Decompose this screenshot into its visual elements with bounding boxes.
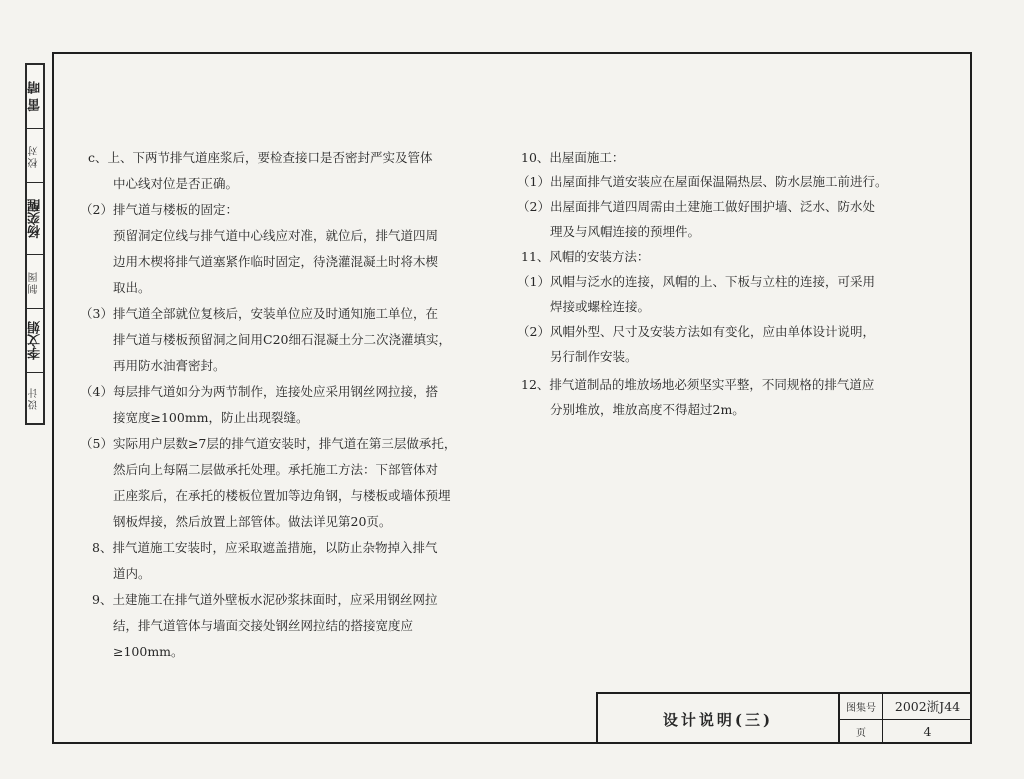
- text-line: 排气道与楼板预留洞之间用C20细石混凝土分二次浇灌填实，: [113, 332, 451, 347]
- text-line: 理及与风帽连接的预埋件。: [550, 224, 701, 239]
- sig-cell-designer: [27, 309, 43, 373]
- page-number-value: 4: [923, 724, 932, 740]
- text-line: 另行制作安装。: [550, 349, 638, 364]
- text-line: 道内。: [113, 566, 151, 581]
- text-line: 中心线对位是否正确。: [113, 176, 239, 191]
- text-line: 接宽度≥100mm，防止出现裂缝。: [113, 410, 309, 425]
- text-line: （2）出屋面排气道四周需由土建施工做好围护墙、泛水、防水处: [517, 199, 875, 214]
- page-label: 页: [840, 720, 883, 745]
- text-line: 分别堆放，堆放高度不得超过2m。: [550, 402, 745, 417]
- text-line: c、上、下两节排气道座浆后，要检查接口是否密封严实及管体: [88, 150, 433, 165]
- text-line: 结，排气道管体与墙面交接处钢丝网拉结的搭接宽度应: [113, 618, 414, 633]
- text-line: 预留洞定位线与排气道中心线应对准，就位后，排气道四周: [113, 228, 439, 243]
- text-line: 钢板焊接，然后放置上部管体。做法详见第20页。: [113, 514, 392, 529]
- text-line: （4）每层排气道如分为两节制作，连接处应采用钢丝网拉接，搭: [80, 384, 438, 399]
- text-line: （1）出屋面排气道安装应在屋面保温隔热层、防水层施工前进行。: [517, 174, 888, 189]
- text-line: （2）风帽外型、尺寸及安装方法如有变化，应由单体设计说明，: [517, 324, 875, 339]
- page-number-row: [840, 719, 972, 745]
- sig-proofread-label: 校对: [29, 143, 40, 168]
- signature-strip: [25, 63, 45, 425]
- sig-design-name: 杨奕醒: [27, 199, 43, 238]
- text-line: 9、土建施工在排气道外壁板水泥砂浆抹面时，应采用钢丝网拉: [92, 592, 438, 607]
- atlas-number-row: [840, 694, 972, 719]
- atlas-number-label: 图集号: [840, 694, 883, 719]
- text-line: 再用防水油膏密封。: [113, 358, 226, 373]
- text-line: 然后向上每隔二层做承托处理。承托施工方法：下部管体对: [113, 462, 439, 477]
- sig-review-name: 雷 晴: [27, 81, 43, 112]
- sig-cell-drawing: [27, 255, 43, 309]
- text-line: 边用木楔将排气道塞紧作临时固定，待浇灌混凝土时将木楔: [113, 254, 439, 269]
- text-line: 取出。: [113, 280, 151, 295]
- text-line: 11、风帽的安装方法：: [521, 249, 650, 264]
- atlas-number-value: 2002浙J44: [894, 699, 961, 715]
- sheet-title: 设计说明(三): [598, 694, 840, 744]
- sig-designer-name: 李文娟: [27, 321, 43, 360]
- sig-cell-design: [27, 183, 43, 255]
- sig-cell-design-label: [27, 373, 43, 423]
- text-line: （2）排气道与楼板的固定：: [80, 202, 238, 217]
- text-line: 12、排气道制品的堆放场地必须坚实平整，不同规格的排气道应: [521, 377, 875, 392]
- text-line: 8、排气道施工安装时，应采取遮盖措施，以防止杂物掉入排气: [92, 540, 438, 555]
- sig-cell-review: [27, 65, 43, 129]
- title-block: [596, 692, 972, 744]
- sig-cell-proofread: [27, 129, 43, 183]
- text-line: ≥100mm。: [113, 644, 184, 659]
- sig-design-label: 设计: [29, 386, 40, 410]
- title-block-grid: [840, 694, 972, 744]
- text-line: （3）排气道全部就位复核后，安装单位应及时通知施工单位，在: [80, 306, 438, 321]
- text-line: 正座浆后，在承托的楼板位置加等边角钢，与楼板或墙体预埋: [113, 488, 451, 503]
- sig-drawing-label: 制图: [29, 269, 40, 294]
- text-line: 焊接或螺栓连接。: [550, 299, 651, 314]
- text-line: （5）实际用户层数≥7层的排气道安装时，排气道在第三层做承托，: [80, 436, 457, 451]
- text-line: 10、出屋面施工：: [521, 150, 625, 165]
- text-line: （1）风帽与泛水的连接，风帽的上、下板与立柱的连接，可采用: [517, 274, 875, 289]
